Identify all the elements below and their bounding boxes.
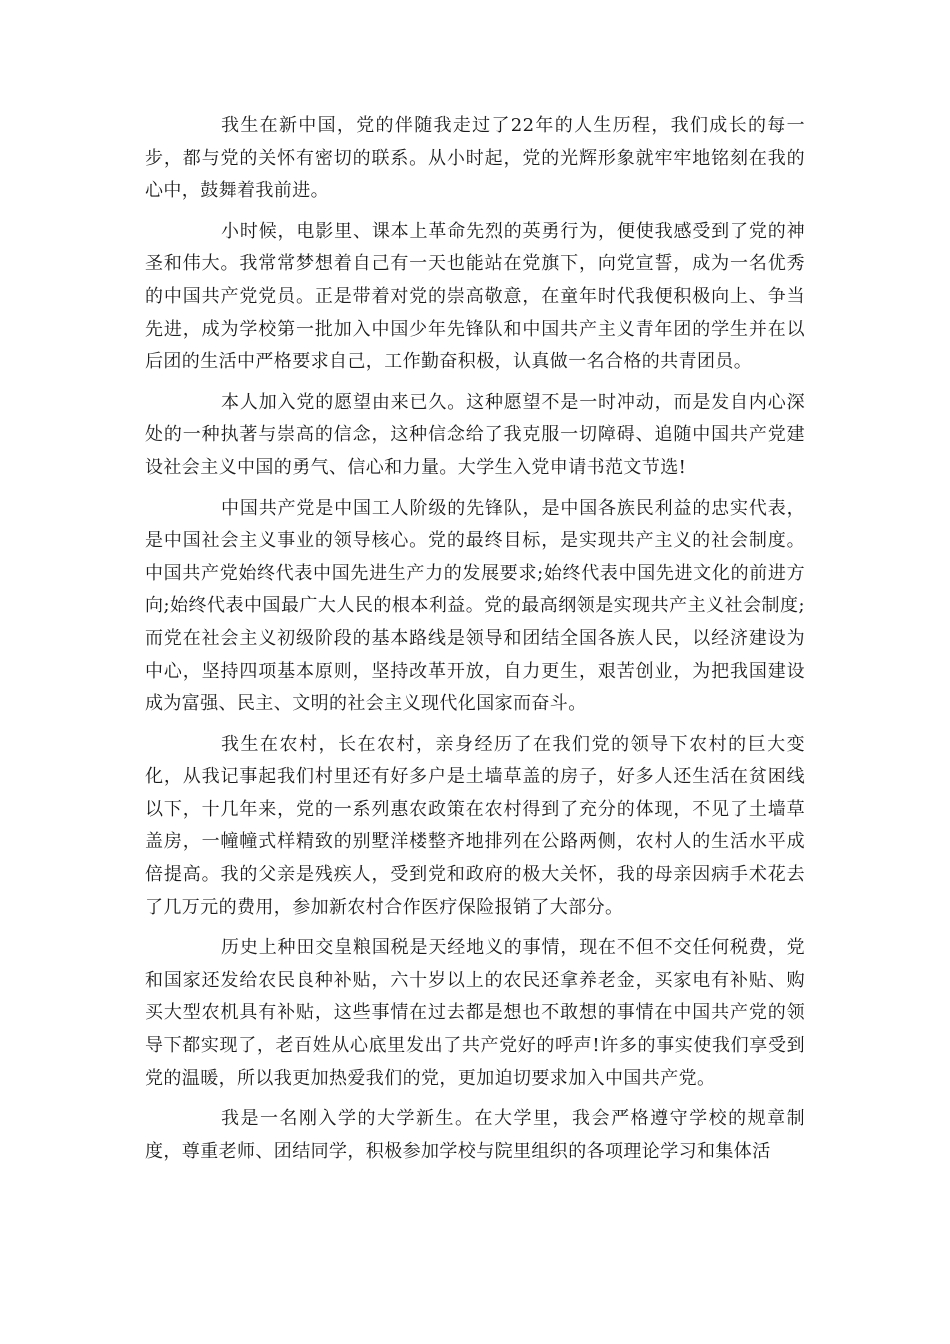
paragraph-5: 我生在农村，长在农村，亲身经历了在我们党的领导下农村的巨大变化，从我记事起我们村里还有好多户是土墙草盖的房子，好多人还生活在贫困线以下，十几年来，党的一系列惠农政策在农村得到了充分的体现，不见了土墙草盖房，一幢幢式样精致的别墅洋楼整齐地排列在公路两侧，农村人的生活水平成倍提高。我的父亲是残疾人，受到党和政府的极大关怀，我的母亲因病手术花去了几万元的费用，参加新农村合作医疗保险报销了大部分。 (145, 733, 805, 918)
paragraph-3: 本人加入党的愿望由来已久。这种愿望不是一时冲动，而是发自内心深处的一种执著与崇高的信念，这种信念给了我克服一切障碍、追随中国共产党建设社会主义中国的勇气、信心和力量。大学生入党申请书范文节选! (145, 391, 805, 478)
paragraph-7: 我是一名刚入学的大学新生。在大学里，我会严格遵守学校的规章制度，尊重老师、团结同学，积极参加学校与院里组织的各项理论学习和集体活 (145, 1108, 805, 1162)
document-page (145, 110, 805, 1176)
paragraph-4: 中国共产党是中国工人阶级的先锋队，是中国各族民利益的忠实代表，是中国社会主义事业的领导核心。党的最终目标，是实现共产主义的社会制度。中国共产党始终代表中国先进生产力的发展要求;始终代表中国先进文化的前进方向;始终代表中国最广大人民的根本利益。党的最高纲领是实现共产主义社会制度;而党在社会主义初级阶段的基本路线是领导和团结全国各族人民，以经济建设为中心，坚持四项基本原则，坚持改革开放，自力更生，艰苦创业，为把我国建设成为富强、民主、文明的社会主义现代化国家而奋斗。 (145, 497, 805, 715)
paragraph-2: 小时候，电影里、课本上革命先烈的英勇行为，便使我感受到了党的神圣和伟大。我常常梦想着自己有一天也能站在党旗下，向党宣誓，成为一名优秀的中国共产党党员。正是带着对党的崇高敬意，在童年时代我便积极向上、争当先进，成为学校第一批加入中国少年先锋队和中国共产主义青年团的学生并在以后团的生活中严格要求自己，工作勤奋积极，认真做一名合格的共青团员。 (145, 220, 805, 373)
paragraph-1: 我生在新中国，党的伴随我走过了22年的人生历程，我们成长的每一步，都与党的关怀有密切的联系。从小时起，党的光辉形象就牢牢地铭刻在我的心中，鼓舞着我前进。 (145, 115, 805, 202)
paragraph-6: 历史上种田交皇粮国税是天经地义的事情，现在不但不交任何税费，党和国家还发给农民良种补贴，六十岁以上的农民还拿养老金，买家电有补贴、购买大型农机具有补贴，这些事情在过去都是想也不敢想的事情在中国共产党的领导下都实现了，老百姓从心底里发出了共产党好的呼声!许多的事实使我们享受到党的温暖，所以我更加热爱我们的党，更加迫切要求加入中国共产党。 (145, 937, 805, 1089)
